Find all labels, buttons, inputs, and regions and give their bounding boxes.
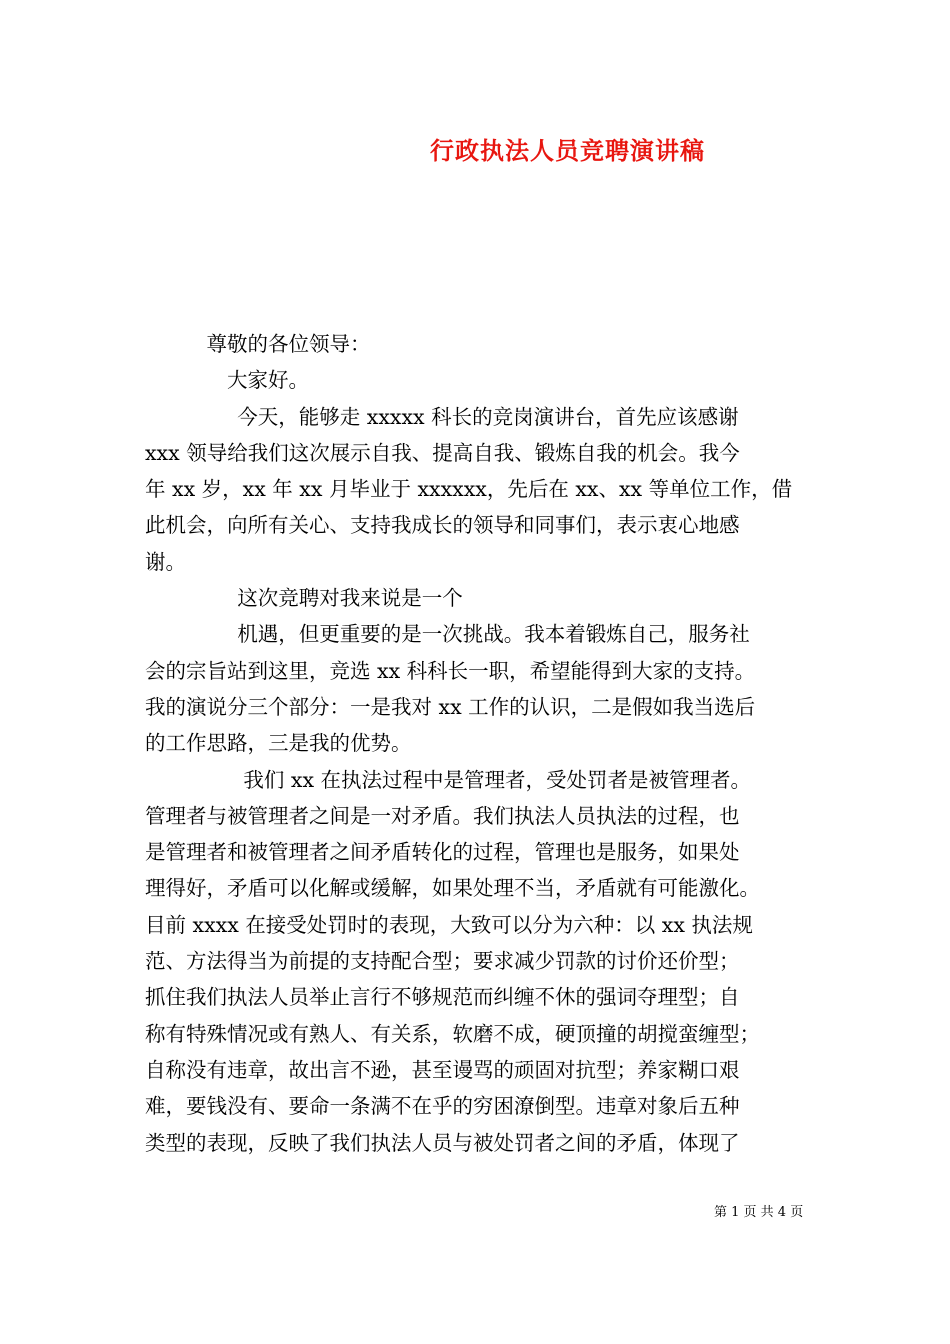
page-footer: 第 1 页 共 4 页: [714, 1205, 804, 1220]
paragraph-line: 尊敬的各位领导：: [206, 332, 371, 356]
paragraph-line: 这次竞聘对我来说是一个: [237, 586, 463, 611]
paragraph-line: 机遇，但更重要的是一次挑战。我本着锻炼自己，服务社: [237, 622, 750, 647]
paragraph-line: 会的宗旨站到这里，竞选 xx 科科长一职，希望能得到大家的支持。: [145, 658, 756, 683]
paragraph-line: 今天，能够走 xxxxx 科长的竞岗演讲台，首先应该感谢: [237, 404, 739, 429]
paragraph-line: 谢。: [145, 549, 186, 574]
paragraph-line: 目前 xxxx 在接受处罚时的表现，大致可以分为六种：以 xx 执法规: [145, 912, 753, 937]
paragraph-line: 自称没有违章，故出言不逊，甚至谩骂的顽固对抗型；养家糊口艰: [145, 1057, 740, 1082]
paragraph-line: 类型的表现，反映了我们执法人员与被处罚者之间的矛盾，体现了: [145, 1130, 740, 1155]
paragraph-line: 理得好，矛盾可以化解或缓解，如果处理不当，矛盾就有可能激化。: [145, 876, 760, 901]
paragraph-line: 是管理者和被管理者之间矛盾转化的过程，管理也是服务，如果处: [145, 840, 740, 865]
paragraph-line: 此机会，向所有关心、支持我成长的领导和同事们，表示衷心地感: [145, 513, 740, 538]
paragraph-line: 我们 xx 在执法过程中是管理者，受处罚者是被管理者。: [243, 767, 752, 792]
paragraph-line: 大家好。: [227, 368, 309, 393]
paragraph-line: 我的演说分三个部分：一是我对 xx 工作的认识，二是假如我当选后: [145, 694, 756, 719]
document-title: 行政执法人员竞聘演讲稿: [430, 136, 705, 165]
paragraph-line: 年 xx 岁，xx 年 xx 月毕业于 xxxxxx，先后在 xx、xx 等单位工作，借: [145, 477, 793, 502]
document-body: [145, 326, 825, 1161]
paragraph-line: 抓住我们执法人员举止言行不够规范而纠缠不休的强词夺理型；自: [145, 985, 740, 1010]
paragraph-line: 称有特殊情况或有熟人、有关系，软磨不成，硬顶撞的胡搅蛮缠型；: [145, 1021, 760, 1046]
paragraph-line: 的工作思路，三是我的优势。: [145, 731, 412, 756]
paragraph-line: 范、方法得当为前提的支持配合型；要求减少罚款的讨价还价型；: [145, 949, 740, 974]
paragraph-line: xxx 领导给我们这次展示自我、提高自我、锻炼自我的机会。我今: [145, 440, 740, 465]
paragraph-line: 管理者与被管理者之间是一对矛盾。我们执法人员执法的过程，也: [145, 803, 740, 828]
paragraph-line: 难，要钱没有、要命一条满不在乎的穷困潦倒型。违章对象后五种: [145, 1094, 740, 1119]
